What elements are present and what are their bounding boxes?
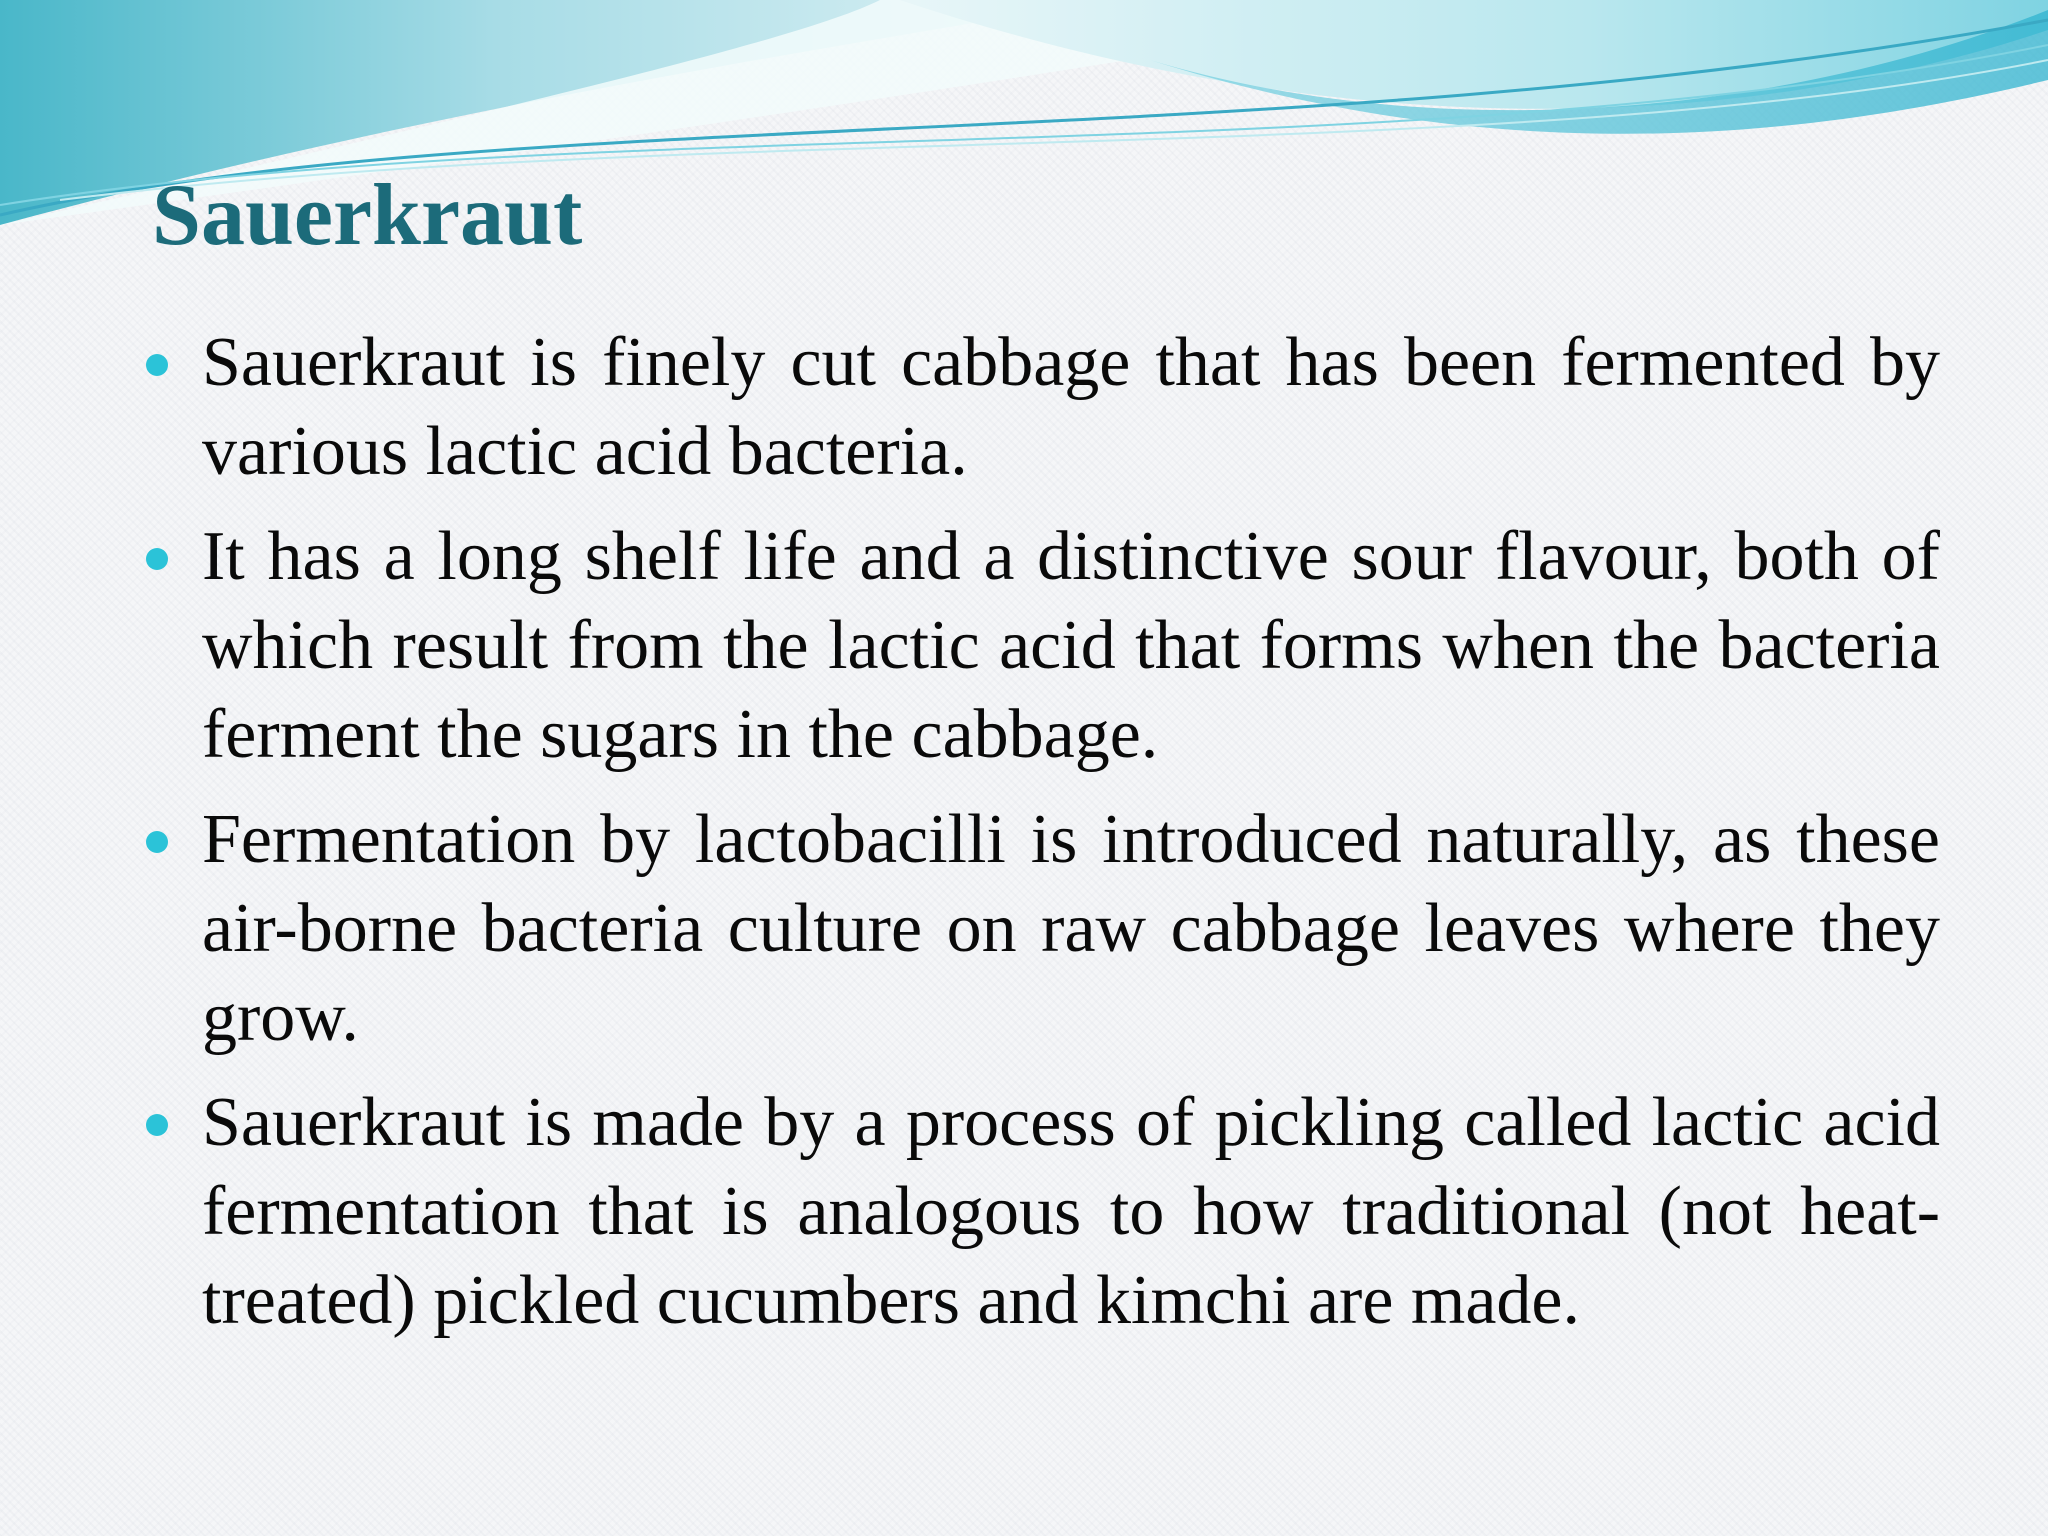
bullet-icon xyxy=(146,354,168,376)
bullet-text: Sauerkraut is made by a process of pickling called lactic acid fermentation that is analogous to how traditional (not heat-treated) pickled cucumbers and kimchi are made. xyxy=(202,1084,1940,1339)
bullet-text: Fermentation by lactobacilli is introduced naturally, as these air-borne bacteria culture on raw cabbage leaves where they grow. xyxy=(202,801,1940,1056)
bullet-item xyxy=(140,318,1940,496)
bullet-list xyxy=(140,318,1940,1361)
bullet-item xyxy=(140,795,1940,1062)
bullet-icon xyxy=(146,548,168,570)
bullet-icon xyxy=(146,831,168,853)
bullet-icon xyxy=(146,1114,168,1136)
bullet-item xyxy=(140,512,1940,779)
slide-title: Sauerkraut xyxy=(152,167,583,264)
bullet-item xyxy=(140,1078,1940,1345)
bullet-text: It has a long shelf life and a distinctive sour flavour, both of which result from the lactic acid that forms when the bacteria ferment the sugars in the cabbage. xyxy=(202,518,1940,773)
bullet-text: Sauerkraut is finely cut cabbage that has been fermented by various lactic acid bacteria. xyxy=(202,324,1940,490)
